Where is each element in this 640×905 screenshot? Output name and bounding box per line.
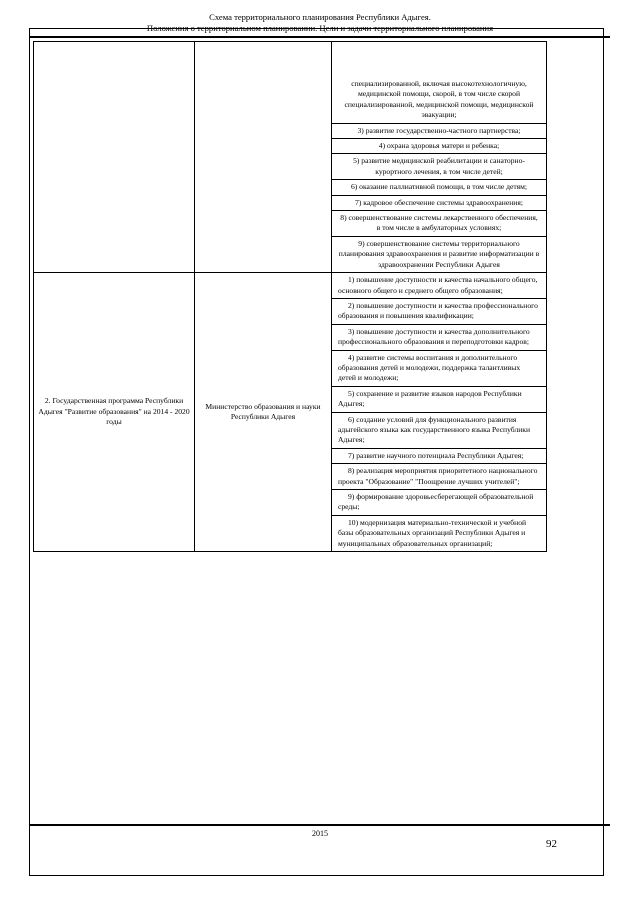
page-number: 92 [546,838,557,850]
header-divider [30,36,610,38]
table-row [34,42,547,273]
task-item: 6) создание условий для функционального развития адыгейского языка как государственного языка Республики Адыгея; [332,413,546,449]
footer-year: 2015 [312,829,328,838]
executor-cell [195,42,332,273]
task-item: 5) сохранение и развитие языков народов Республики Адыгея; [332,387,546,413]
program-cell [34,42,195,273]
task-item: 4) развитие системы воспитания и дополнительного образования детей и молодежи, поддержка талантливых детей и молодежи; [332,351,546,387]
program-cell: 2. Государственная программа Республики Адыгея "Развитие образования" на 2014 - 2020 годы [34,273,195,552]
task-item: 8) реализация мероприятия приоритетного национального проекта "Образование" "Поощрение лучших учителей"; [332,464,546,490]
executor-cell: Министерство образования и науки Республики Адыгея [195,273,332,552]
task-item: специализированной, включая высокотехнологичную, медицинской помощи, скорой, в том числе скорой специализированной, медицинской помощи, медицинской эвакуации; [332,42,546,124]
task-item: 9) совершенствование системы территориального планирования здравоохранения и развитие информатизации в здравоохранении Республики Адыгея [338,238,540,269]
tasks-cell [332,273,547,552]
task-item: 6) оказание паллиативной помощи, в том числе детям; [332,180,546,195]
task-item: 7) кадровое обеспечение системы здравоохранения; [332,196,546,211]
tasks-cell [332,42,547,273]
footer-divider [30,824,610,826]
planning-table [33,41,547,552]
header-subtitle: Положения о территориальном планировании. Цели и задачи территориального планирования [146,23,494,33]
task-item: 1) повышение доступности и качества начального общего, основного общего и среднего общего образования; [332,273,546,299]
document-header [0,12,640,34]
task-item: 4) охрана здоровья матери и ребенка; [332,139,546,154]
task-item: 9) формирование здоровьесберегающей образовательной среды; [332,490,546,516]
task-item: 3) развитие государственно-частного партнерства; [332,124,546,139]
task-item: 2) повышение доступности и качества профессионального образования и повышения квалификации; [332,299,546,325]
task-item: 8) совершенствование системы лекарственного обеспечения, в том числе в амбулаторных условиях; [332,211,546,237]
task-item: 7) развитие научного потенциала Республики Адыгея; [332,449,546,464]
header-title: Схема территориального планирования Республики Адыгея. [209,12,431,22]
table-row [34,273,547,552]
task-item: 5) развитие медицинской реабилитации и санаторно-курортного лечения, в том числе детей; [332,154,546,180]
task-item: 10) модернизация материально-технической и учебной базы образовательных организаций Республики Адыгея и муниципальных образовательных организаций; [338,517,527,548]
task-item: 3) повышение доступности и качества дополнительного профессионального образования и переподготовки кадров; [332,325,546,351]
